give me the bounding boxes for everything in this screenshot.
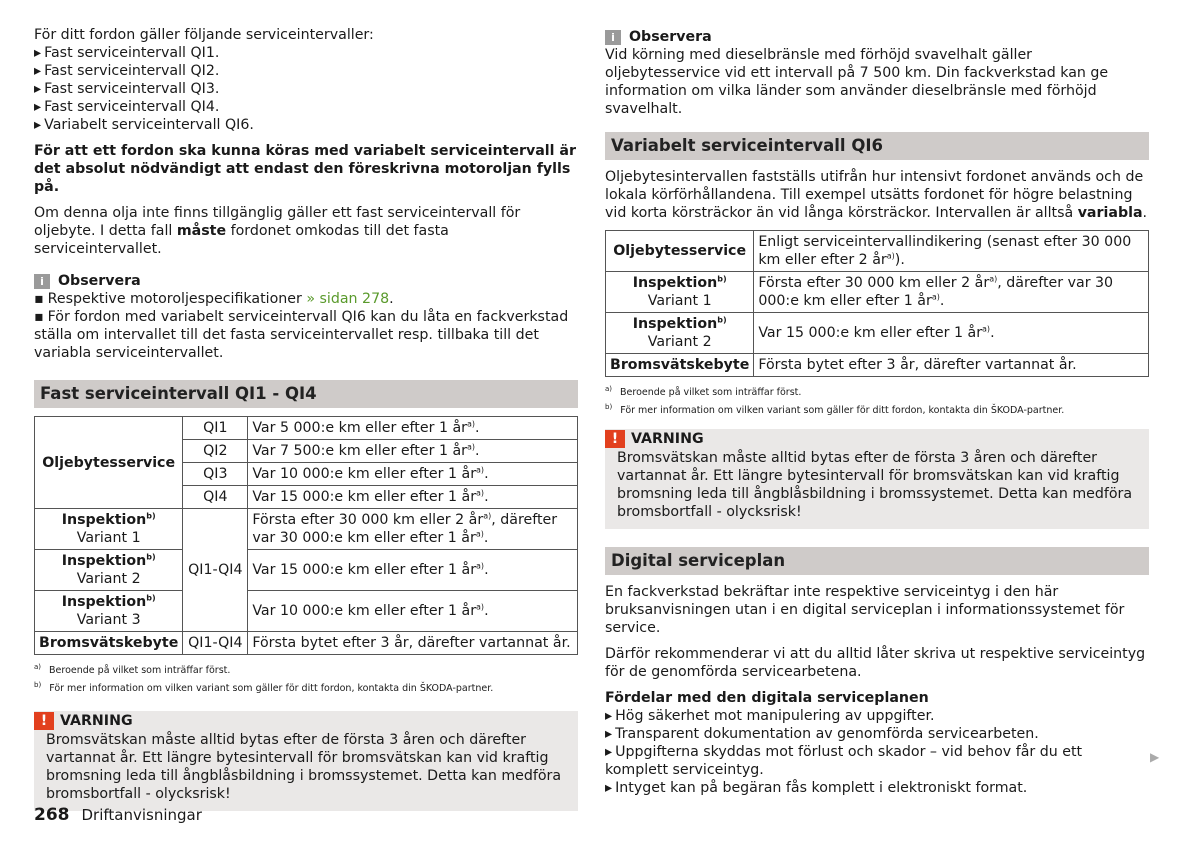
- table-label: Inspektion$^{b)}$ Variant 3: [35, 591, 183, 632]
- table-label: Inspektion$^{b)}$ Variant 2: [606, 313, 754, 354]
- list-item: ▸ Intyget kan på begäran fås komplett i elektroniskt format.: [605, 779, 1149, 797]
- table-label: Bromsvätskebyte: [606, 354, 754, 377]
- list-item: ▸ Fast serviceintervall QI3.: [34, 80, 578, 98]
- table-label: Inspektion$^{b)}$ Variant 1: [35, 509, 183, 550]
- warning-icon: !: [34, 712, 54, 730]
- intro-text: För ditt fordon gäller följande serviceintervaller:: [34, 27, 374, 43]
- list-item: ▸ Fast serviceintervall QI2.: [34, 62, 578, 80]
- list-item: ▸ Fast serviceintervall QI1.: [34, 44, 578, 62]
- service-table: Oljebytesservice QI1 Var 5 000:e km eller efter 1 $år^{a)}$. QI2 Var 7 500:e km eller efter 1 $år^{a)}$. QI3 Var 10 000:e km eller efter 1 $år^{a)}$. QI4 Var 15 000:e km eller efter 1 $år^{a)}$. Inspektion$^{b)}$ Variant 1 QI1-QI4 Första efter 30 000 km eller 2 $år^{a)}$, därefter var 30 000:e km eller efter 1 $år^{a)}$. Inspektion$^{b)}$ Variant 2 Var 15 000:e km eller efter 1 $år^{a)}$. Inspektion$^{b)}$ Variant 3 Var 10 000:e km eller efter 1 $år^{a)}$. Bromsvätskebyte QI1-QI4 Första bytet efter 3 år, därefter vartannat år.: [34, 416, 578, 655]
- table-cell: Var 15 000:e km eller efter 1 $år^{a)}$.: [754, 313, 1149, 354]
- info-icon: i: [605, 30, 621, 45]
- chapter-title: Driftanvisningar: [81, 806, 202, 824]
- info-icon: i: [34, 274, 50, 289]
- warning-text: Bromsvätskan måste alltid bytas efter de första 3 åren och därefter vartannat år. Ett längre bytesintervall för bromsvätskan kan vid kraftig bromsning leda till ångblåsbildning i bromssystemet. Detta kan medföra bromsbortfall - olycksrisk!: [46, 732, 562, 802]
- oil-paragraph: Om denna olja inte finns tillgänglig gäller ett fast serviceintervall för oljebyte. I detta fall måste fordonet omkodas till det fasta serviceintervallet.: [34, 205, 521, 257]
- warning-icon: !: [605, 430, 625, 448]
- benefits-heading: Fördelar med den digitala serviceplanen: [605, 690, 929, 706]
- table-cell: Var 10 000:e km eller efter 1 $år^{a)}$.: [248, 463, 578, 486]
- table-cell: Var 5 000:e km eller efter 1 $år^{a)}$.: [248, 417, 578, 440]
- left-column: [34, 26, 578, 811]
- note-heading: i Observera: [605, 28, 1149, 46]
- table-label: Inspektion$^{b)}$ Variant 1: [606, 272, 754, 313]
- warning-box: ! VARNING Bromsvätskan måste alltid bytas efter de första 3 åren och därefter vartannat år. Ett längre bytesintervall för bromsvätskan kan vid kraftig bromsning leda till ångblåsbildning i bromssystemet. Detta kan medföra bromsbortfall - olycksrisk!: [34, 711, 578, 811]
- table-cell: Första efter 30 000 km eller 2 $år^{a)}$, därefter var 30 000:e km eller efter 1 $år^{a)}$.: [754, 272, 1149, 313]
- bold-paragraph: För att ett fordon ska kunna köras med variabelt serviceintervall är det absolut nödvändigt att endast den föreskrivna motoroljan fylls på.: [34, 143, 577, 195]
- table-cell: Var 15 000:e km eller efter 1 $år^{a)}$.: [248, 550, 578, 591]
- page-number: 268: [34, 805, 70, 825]
- table-cell: Första bytet efter 3 år, därefter vartannat år.: [754, 354, 1149, 377]
- digital-paragraph: En fackverkstad bekräftar inte respektive serviceintyg i den här bruksanvisningen utan i en digital serviceplan i informationssystemet för service.: [605, 584, 1125, 636]
- list-item: ▸ Hög säkerhet mot manipulering av uppgifter.: [605, 707, 1149, 725]
- next-page-icon[interactable]: ▶: [1150, 750, 1160, 764]
- section-heading: Fast serviceintervall QI1 - QI4: [34, 380, 578, 408]
- table-label: Bromsvätskebyte: [35, 632, 183, 655]
- table-cell: Enligt serviceintervallindikering (senast efter 30 000 km eller efter 2 $år^{a)}$).: [754, 231, 1149, 272]
- note-item: ▪ Respektive motoroljespecifikationer » sidan 278.: [34, 290, 578, 308]
- qi6-paragraph: Oljebytesintervallen fastställs utifrån hur intensivt fordonet används och de lokala körförhållandena. Till exempel utsätts fordonet för högre belastning vid korta körsträckor än vid långa körsträckor. Intervallen är alltså variabla.: [605, 169, 1148, 221]
- footnote: $^{a)}$ Beroende på vilket som inträffar först.: [605, 384, 802, 398]
- table-label: Oljebytesservice: [606, 231, 754, 272]
- digital-paragraph: Därför rekommenderar vi att du alltid låter skriva ut respektive serviceintyg för de genomförda servicearbetena.: [605, 646, 1146, 680]
- table-cell: Första efter 30 000 km eller 2 $år^{a)}$, därefter var 30 000:e km eller efter 1 $år^{a)}$.: [248, 509, 578, 550]
- list-item: ▸ Transparent dokumentation av genomförda servicearbeten.: [605, 725, 1149, 743]
- qi6-table: [605, 230, 1149, 377]
- warning-text: Bromsvätskan måste alltid bytas efter de första 3 åren och därefter vartannat år. Ett längre bytesintervall för bromsvätskan kan vid kraftig bromsning leda till ångblåsbildning i bromssystemet. Detta kan medföra bromsbortfall - olycksrisk!: [617, 450, 1133, 520]
- right-column: [605, 26, 1149, 797]
- footnote: $^{a)}$ Beroende på vilket som inträffar först.: [34, 662, 231, 676]
- note-item: ▪ För fordon med variabelt serviceintervall QI6 kan du låta en fackverkstad ställa om intervallet till det fasta serviceintervallet resp. tillbaka till det variabla serviceintervallet.: [34, 308, 578, 362]
- section-heading: Digital serviceplan: [605, 547, 1149, 575]
- section-heading: Variabelt serviceintervall QI6: [605, 132, 1149, 160]
- list-item: ▸ Variabelt serviceintervall QI6.: [34, 116, 578, 134]
- table-label: Oljebytesservice: [35, 417, 183, 509]
- list-item: ▸ Uppgifterna skyddas mot förlust och skador – vid behov får du ett komplett serviceintyg.: [605, 743, 1149, 779]
- page-footer: [34, 805, 202, 825]
- footnote: $^{b)}$ För mer information om vilken variant som gäller för ditt fordon, kontakta din ŠKODA-partner.: [605, 402, 1065, 416]
- table-cell: Var 10 000:e km eller efter 1 $år^{a)}$.: [248, 591, 578, 632]
- table-label: Inspektion$^{b)}$ Variant 2: [35, 550, 183, 591]
- note-heading: i Observera: [34, 272, 578, 290]
- table-cell: Var 15 000:e km eller efter 1 $år^{a)}$.: [248, 486, 578, 509]
- table-cell: Var 7 500:e km eller efter 1 $år^{a)}$.: [248, 440, 578, 463]
- footnote: $^{b)}$ För mer information om vilken variant som gäller för ditt fordon, kontakta din ŠKODA-partner.: [34, 680, 494, 694]
- note-text: Vid körning med dieselbränsle med förhöjd svavelhalt gäller oljebytesservice vid ett intervall på 7 500 km. Din fackverkstad kan ge information om vilka länder som använder dieselbränsle med förhöjd svavelhalt.: [605, 47, 1109, 117]
- page-link[interactable]: » sidan 278: [306, 291, 390, 307]
- table-cell: Första bytet efter 3 år, därefter vartannat år.: [248, 632, 578, 655]
- warning-box: ! VARNING Bromsvätskan måste alltid bytas efter de första 3 åren och därefter vartannat år. Ett längre bytesintervall för bromsvätskan kan vid kraftig bromsning leda till ångblåsbildning i bromssystemet. Detta kan medföra bromsbortfall - olycksrisk!: [605, 429, 1149, 529]
- list-item: ▸ Fast serviceintervall QI4.: [34, 98, 578, 116]
